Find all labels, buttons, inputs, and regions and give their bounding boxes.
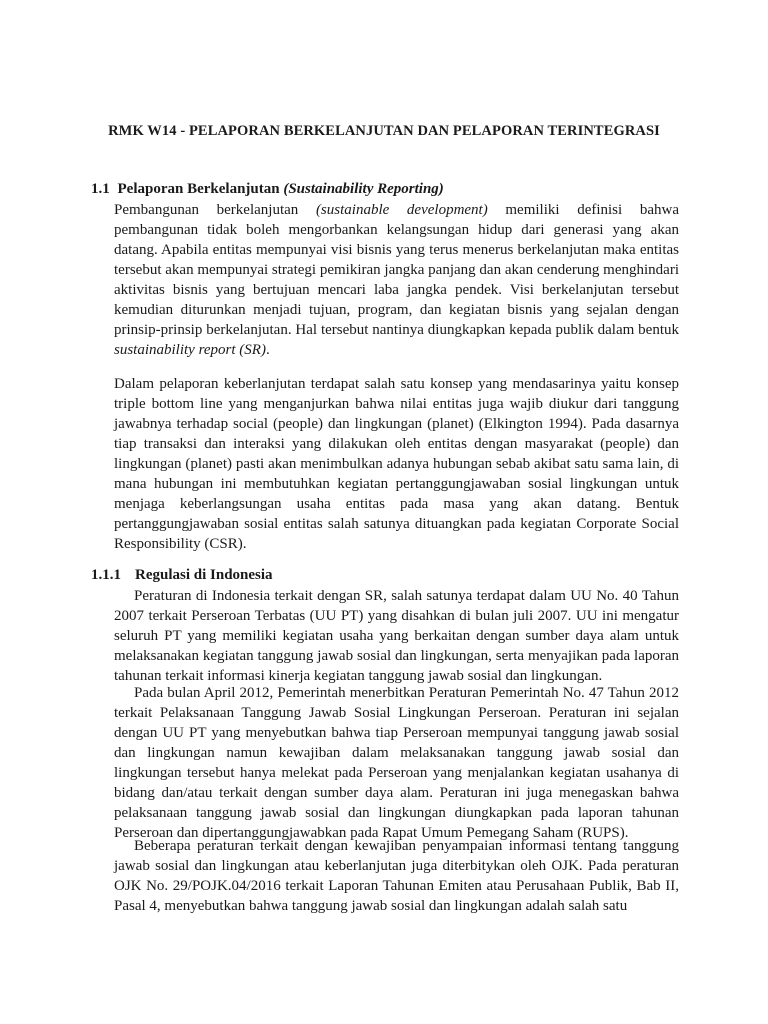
p5-text: Beberapa peraturan terkait dengan kewajiban penyampaian informasi tentang tanggung jawab sosial dan lingkungan atau keberlanjutan juga diterbitykan oleh OJK. Pada peraturan OJK No. 29/POJK.04/2016 terkait Laporan Tahunan Emiten atau Perusahaan Publik, Bab II, Pasal 4, menyebutkan bahwa tanggung jawab sosial dan lingkungan adalah salah satu <box>114 838 679 914</box>
subsection-number: 1.1.1 <box>91 567 121 583</box>
paragraph-triple-bottom-line <box>114 374 679 554</box>
section-title: Pelaporan Berkelanjutan <box>117 181 280 197</box>
paragraph-pp-47 <box>114 683 679 843</box>
p2-text: Dalam pelaporan keberlanjutan terdapat salah satu konsep yang mendasarinya yaitu konsep triple bottom line yang menganjurkan bahwa nilai entitas juga wajib diukur dari tanggung jawabnya terhadap social (people) dan lingkungan (planet) (Elkington 1994). Pada dasarnya tiap transaksi dan interaksi yang dilakukan oleh entitas dengan masyarakat (people) dan lingkungan (planet) pasti akan menimbulkan adanya hubungan sebab akibat satu sama lain, di mana hubungan ini membutuhkan kegiatan pertanggungjawaban sosial lingkungan untuk menjaga keberlangsungan usaha entitas pada masa yang akan datang. Bentuk pertanggungjawaban sosial entitas salah satunya dituangkan pada kegiatan Corporate Social Responsibility (CSR). <box>114 376 679 552</box>
paragraph-ojk <box>114 836 679 916</box>
section-number: 1.1 <box>91 181 110 197</box>
paragraph-uu-pt <box>114 586 679 686</box>
subsection-title: Regulasi di Indonesia <box>135 567 273 583</box>
p1-text-1: Pembangunan berkelanjutan <box>114 202 316 218</box>
p1-italic-1: (sustainable development) <box>315 202 488 218</box>
section-title-italic: (Sustainability Reporting) <box>283 181 444 197</box>
p1-text-2: memiliki definisi bahwa pembangunan tidak boleh mengorbankan kelangsungan hidup dari generasi yang akan datang. Apabila entitas mempunyai visi bisnis yang terus menerus berkelanjutan maka entitas tersebut akan mempunyai strategi pemikiran jangka panjang dan akan cenderung menghindari aktivitas bisnis yang bertujuan mencari laba jangka pendek. Visi berkelanjutan tersebut kemudian diturunkan menjadi tujuan, program, dan kegiatan bisnis yang sejalan dengan prinsip-prinsip berkelanjutan. Hal tersebut nantinya diungkapkan kepada publik dalam bentuk <box>114 202 679 338</box>
paragraph-sustainable-development <box>114 200 679 360</box>
section-heading <box>91 181 444 198</box>
subsection-heading <box>91 567 273 584</box>
document-title: RMK W14 - PELAPORAN BERKELANJUTAN DAN PELAPORAN TERINTEGRASI <box>108 123 660 139</box>
p3-text: Peraturan di Indonesia terkait dengan SR, salah satunya terdapat dalam UU No. 40 Tahun 2007 terkait Perseroan Terbatas (UU PT) yang disahkan di bulan juli 2007. UU ini mengatur seluruh PT yang memiliki kegiatan usaha yang berkaitan dengan sumber daya alam untuk melaksanakan kegiatan tanggung jawab sosial dan lingkungan, serta menyajikan pada laporan tahunan terkait informasi kinerja kegiatan tanggung jawab sosial dan lingkungan. <box>114 588 679 684</box>
p1-italic-2: sustainability report (SR) <box>114 342 266 358</box>
p1-text-3: . <box>265 342 270 358</box>
p4-text: Pada bulan April 2012, Pemerintah menerbitkan Peraturan Pemerintah No. 47 Tahun 2012 terkait Pelaksanaan Tanggung Jawab Sosial Lingkungan Perseroan. Peraturan ini sejalan dengan UU PT yang menyebutkan bahwa tiap Perseroan mempunyai tanggung jawab sosial dan lingkungan namun kewajiban dalam melaksanakan tanggung jawab sosial dan lingkungan tersebut hanya melekat pada Perseroan yang menjalankan kegiatan usahanya di bidang dan/atau terkait dengan sumber daya alam. Peraturan ini juga menegaskan bahwa pelaksanaan tanggung jawab sosial dan lingkungan diungkapkan pada laporan tahunan Perseroan dan dipertanggungjawabkan pada Rapat Umum Pemegang Saham (RUPS). <box>114 685 679 841</box>
